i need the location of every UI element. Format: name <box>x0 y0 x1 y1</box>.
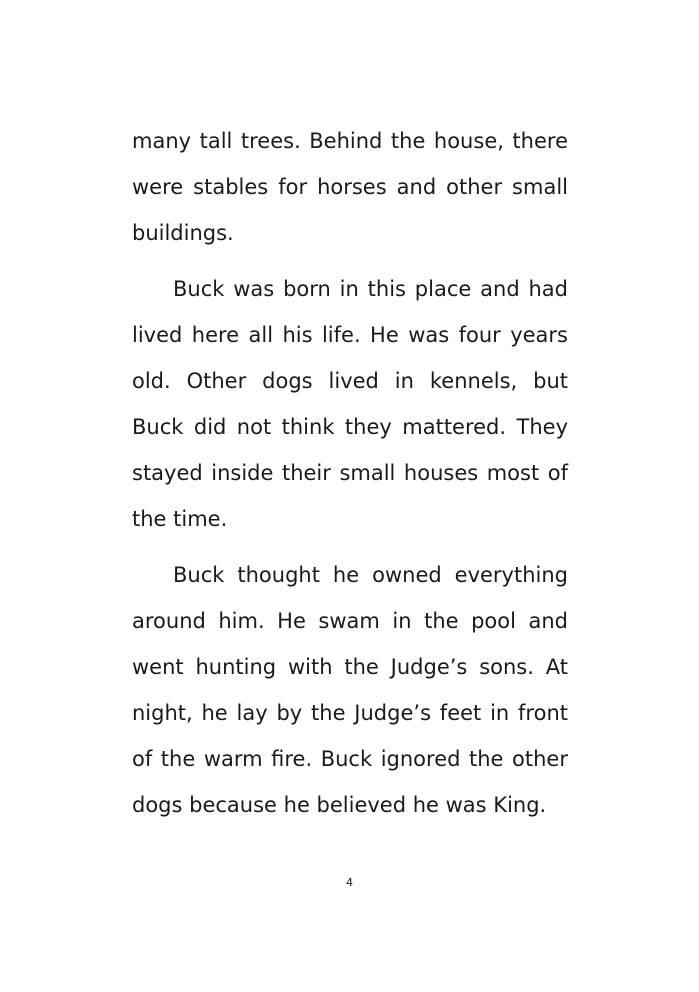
page-number: 4 <box>346 876 353 889</box>
paragraph-continued: many tall trees. Behind the house, there were stables for horses and other small buildings. <box>132 129 568 245</box>
paragraph-buck-king: Buck thought he owned everything around him. He swam in the pool and went hunting with the Judge’s sons. At night, he lay by the Judge’s feet in front of the warm fire. Buck ignored the other dogs because he believed he was King. <box>132 563 568 817</box>
paragraph-buck-born: Buck was born in this place and had lived here all his life. He was four years old. Other dogs lived in kennels, but Buck did not think they mattered. They stayed inside their small houses most of the time. <box>132 277 568 531</box>
body-text <box>132 118 568 838</box>
